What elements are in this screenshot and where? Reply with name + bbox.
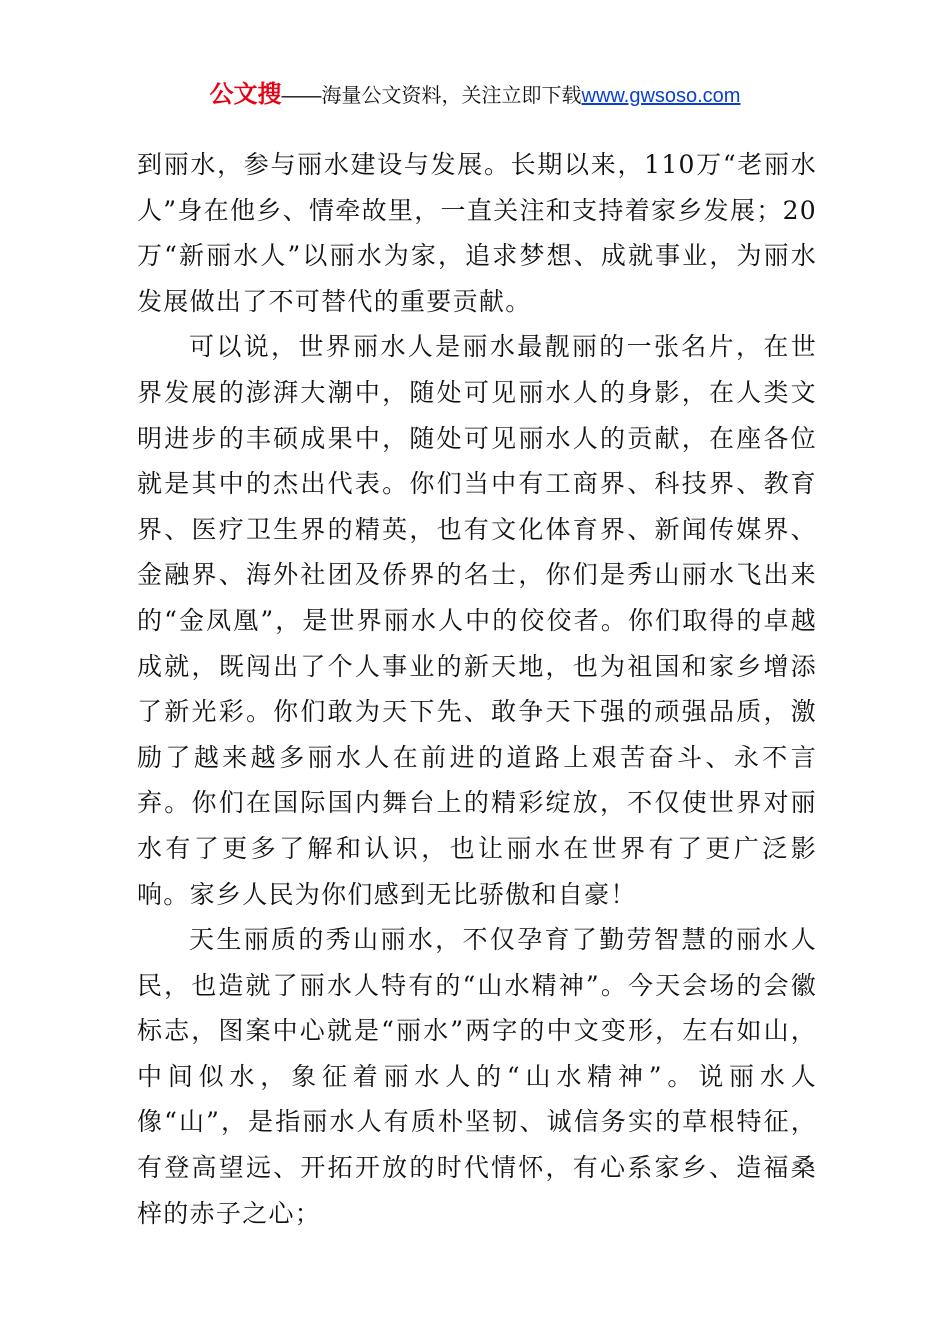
document-body	[137, 142, 817, 1236]
paragraph-2: 可以说，世界丽水人是丽水最靓丽的一张名片，在世界发展的澎湃大潮中，随处可见丽水人的身影，在人类文明进步的丰硕成果中，随处可见丽水人的贡献，在座各位就是其中的杰出代表。你们当中有工商界、科技界、教育界、医疗卫生界的精英，也有文化体育界、新闻传媒界、金融界、海外社团及侨界的名士，你们是秀山丽水飞出来的“金凤凰”，是世界丽水人中的佼佼者。你们取得的卓越成就，既闯出了个人事业的新天地，也为祖国和家乡增添了新光彩。你们敢为天下先、敢争天下强的顽强品质，激励了越来越多丽水人在前进的道路上艰苦奋斗、永不言弃。你们在国际国内舞台上的精彩绽放，不仅使世界对丽水有了更多了解和认识，也让丽水在世界有了更广泛影响。家乡人民为你们感到无比骄傲和自豪！	[137, 332, 817, 909]
paragraph-1: 到丽水，参与丽水建设与发展。长期以来，110万“老丽水人”身在他乡、情牵故里，一直关注和支持着家乡发展；20万“新丽水人”以丽水为家，追求梦想、成就事业，为丽水发展做出了不可替代的重要贡献。	[137, 150, 817, 316]
brand-logo-text: 公文搜	[209, 81, 282, 108]
header-slogan: ——海量公文资料，关注立即下载	[281, 85, 582, 107]
site-link[interactable]: www.gwsoso.com	[581, 85, 741, 107]
paragraph-3: 天生丽质的秀山丽水，不仅孕育了勤劳智慧的丽水人民，也造就了丽水人特有的“山水精神”。今天会场的会徽标志，图案中心就是“丽水”两字的中文变形，左右如山，中间似水，象征着丽水人的“山水精神”。说丽水人像“山”，是指丽水人有质朴坚韧、诚信务实的草根特征，有登高望远、开拓开放的时代情怀，有心系家乡、造福桑梓的赤子之心；	[137, 925, 817, 1228]
page-header	[0, 80, 950, 111]
